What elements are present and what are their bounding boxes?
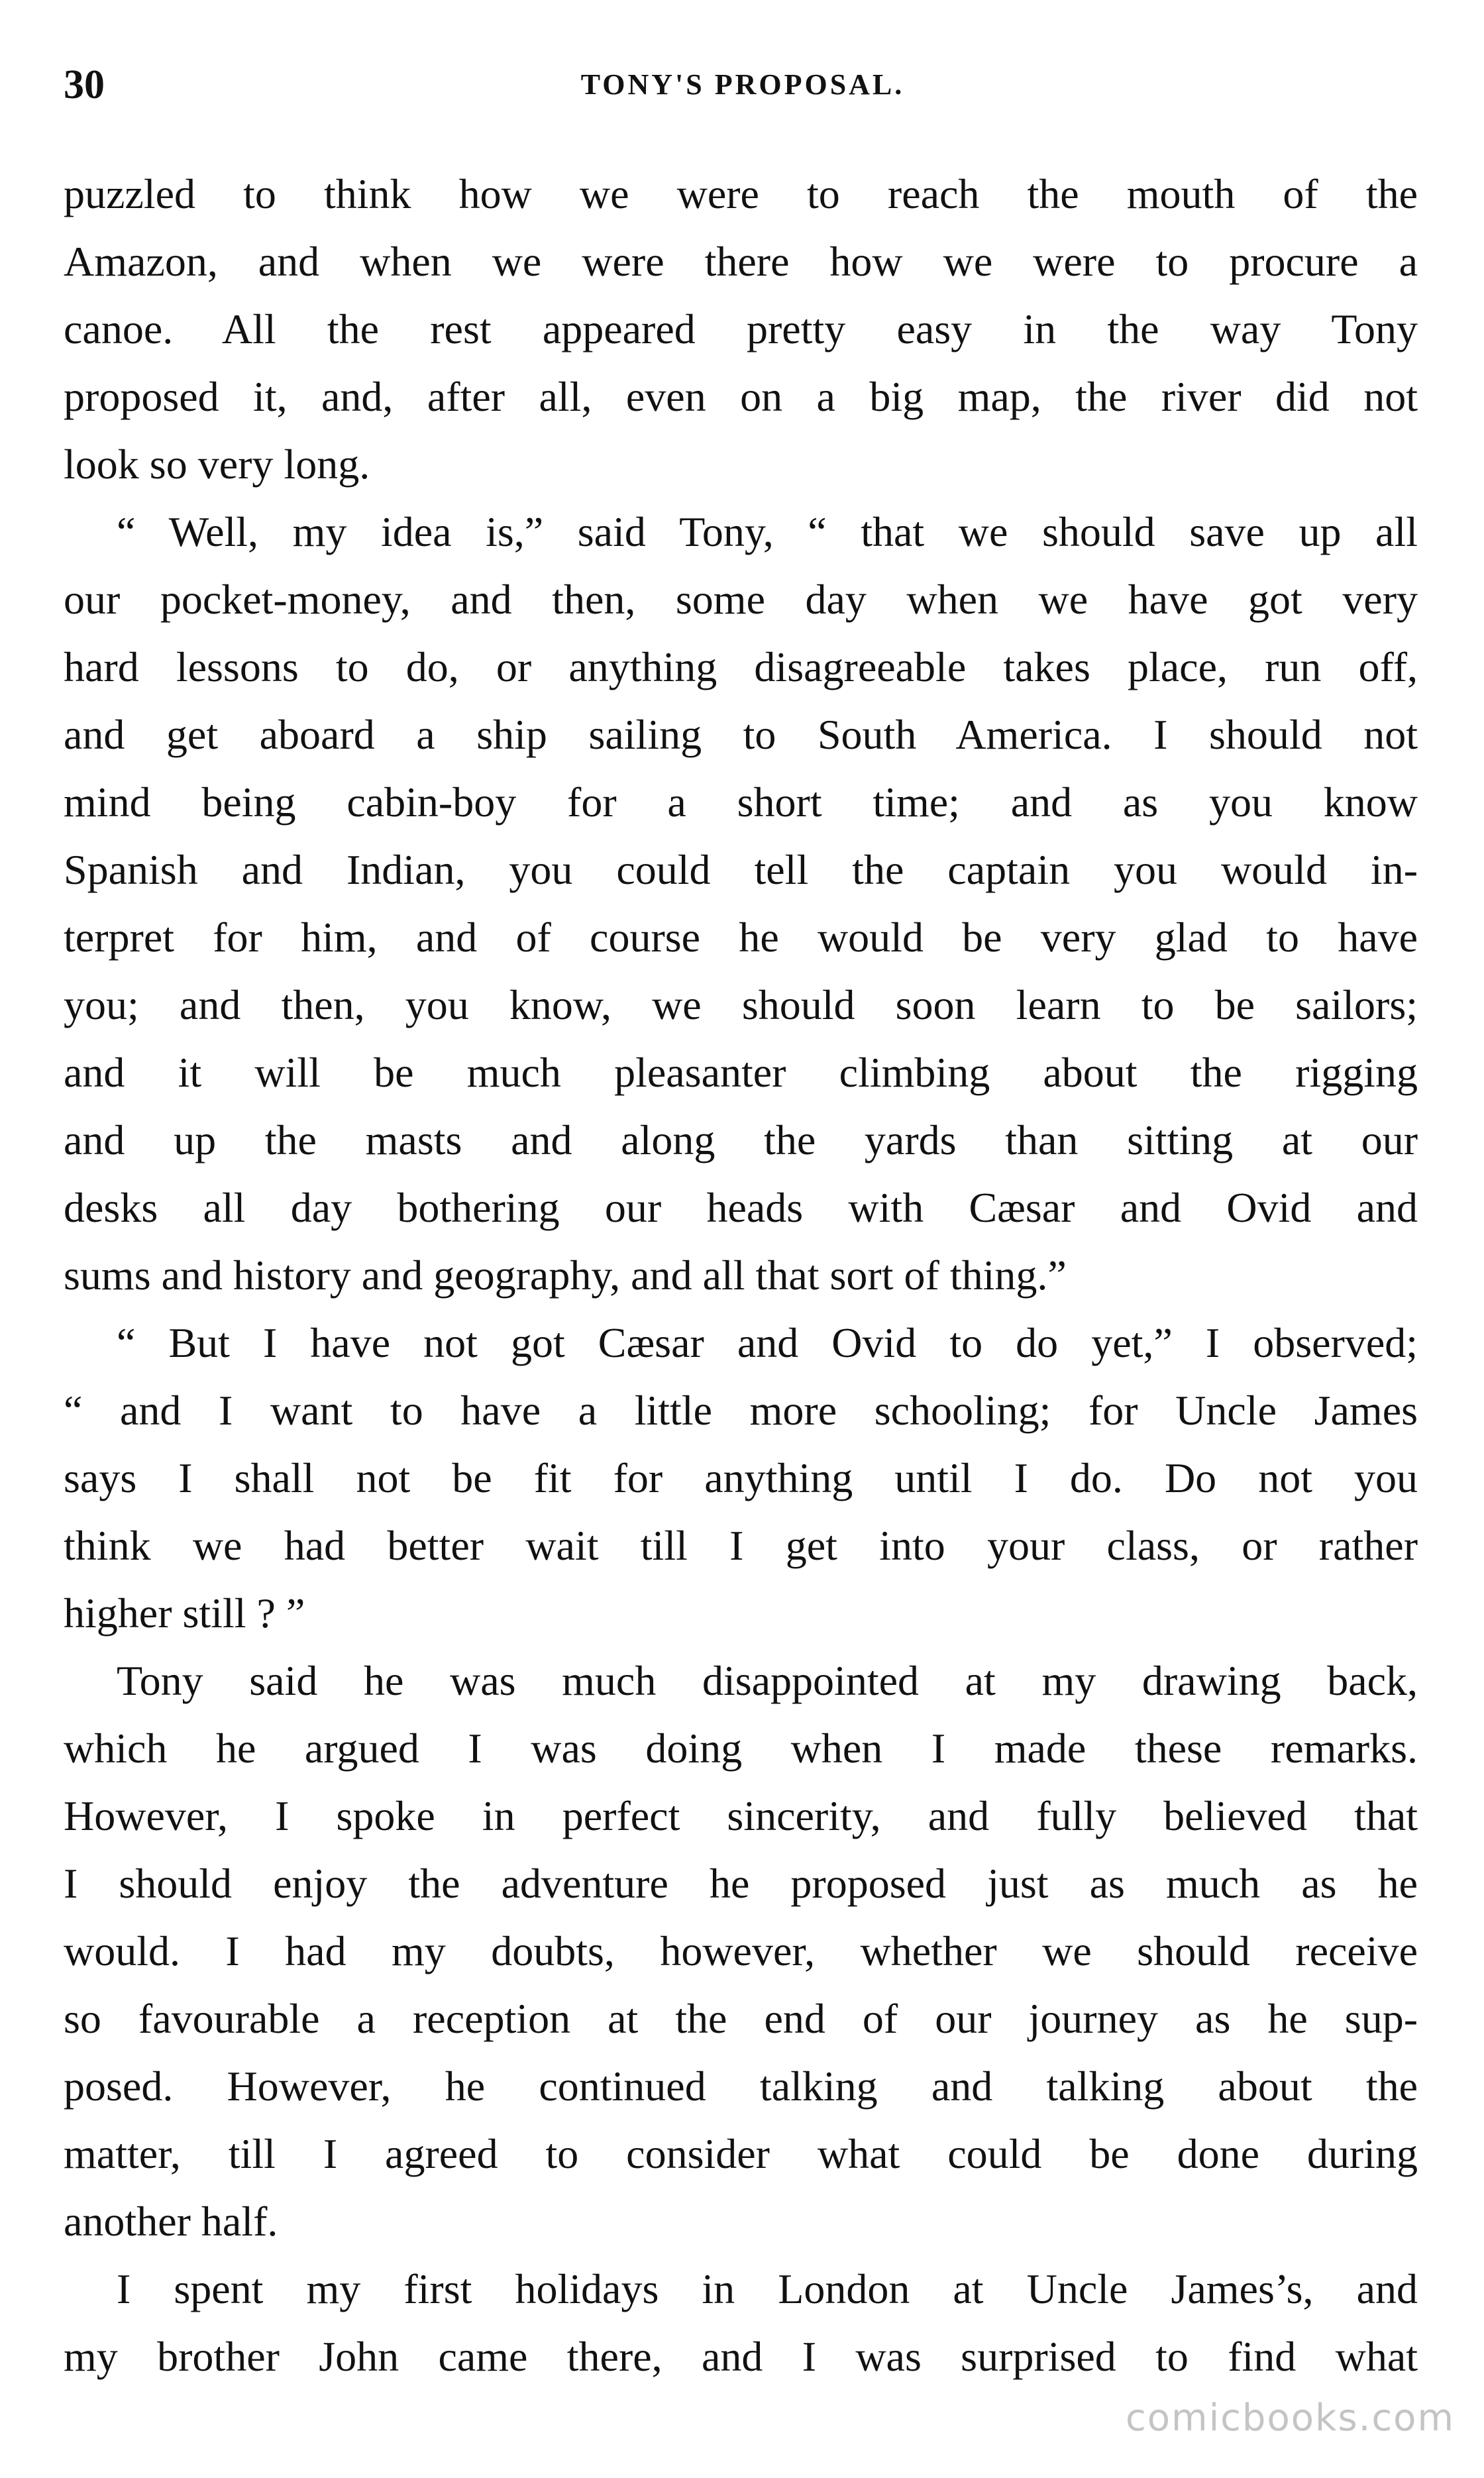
text-line: mind being cabin-boy for a short time; and as you know [64, 779, 1418, 826]
text-line: think we had better wait till I get into your class, or rather [64, 1522, 1418, 1569]
text-line: which he argued I was doing when I made these remarks. [64, 1725, 1418, 1772]
text-line: proposed it, and, after all, even on a big map, the river did not [64, 373, 1418, 420]
text-line: hard lessons to do, or anything disagreeable takes place, run off, [64, 643, 1418, 690]
text-line: look so very long. [64, 441, 370, 488]
text-line: would. I had my doubts, however, whether we should receive [64, 1927, 1418, 1974]
watermark: comicbooks.com [1125, 2397, 1455, 2440]
text-line: and up the masts and along the yards than sitting at our [64, 1116, 1418, 1163]
text-line: I should enjoy the adventure he proposed just as much as he [64, 1860, 1418, 1907]
page-header [64, 52, 1422, 118]
text-line: terpret for him, and of course he would be very glad to have [64, 914, 1418, 961]
text-line: matter, till I agreed to consider what could be done during [64, 2130, 1418, 2177]
text-line: puzzled to think how we were to reach the mouth of the [64, 170, 1418, 217]
text-line: another half. [64, 2198, 278, 2245]
text-line: desks all day bothering our heads with Cæsar and Ovid and [64, 1184, 1418, 1231]
text-line: I spent my first holidays in London at Uncle James’s, and [117, 2265, 1418, 2312]
text-line: Spanish and Indian, you could tell the captain you would in- [64, 846, 1418, 893]
body-text [64, 160, 1418, 2391]
text-line: says I shall not be fit for anything until I do. Do not you [64, 1454, 1418, 1501]
page-number: 30 [64, 62, 105, 107]
text-line: “ Well, my idea is,” said Tony, “ that we should save up all [117, 508, 1418, 555]
text-line: canoe. All the rest appeared pretty easy in the way Tony [64, 305, 1418, 352]
text-line: my brother John came there, and I was surprised to find what [64, 2333, 1418, 2380]
text-line: “ But I have not got Cæsar and Ovid to do yet,” I observed; [117, 1319, 1418, 1366]
text-line: “ and I want to have a little more schooling; for Uncle James [64, 1387, 1418, 1434]
running-head: TONY'S PROPOSAL. [580, 68, 905, 101]
text-line: and get aboard a ship sailing to South America. I should not [64, 711, 1418, 758]
text-line: sums and history and geography, and all that sort of thing.” [64, 1252, 1067, 1299]
text-line: and it will be much pleasanter climbing about the rigging [64, 1049, 1418, 1096]
text-line: posed. However, he continued talking and talking about the [64, 2063, 1418, 2110]
text-line: However, I spoke in perfect sincerity, and fully believed that [64, 1792, 1418, 1839]
text-line: our pocket-money, and then, some day when we have got very [64, 576, 1418, 623]
text-line: Tony said he was much disappointed at my drawing back, [117, 1657, 1418, 1704]
text-line: so favourable a reception at the end of our journey as he sup- [64, 1995, 1418, 2042]
text-line: you; and then, you know, we should soon learn to be sailors; [64, 981, 1418, 1028]
text-line: higher still ? ” [64, 1589, 305, 1637]
text-line: Amazon, and when we were there how we were to procure a [64, 238, 1418, 285]
